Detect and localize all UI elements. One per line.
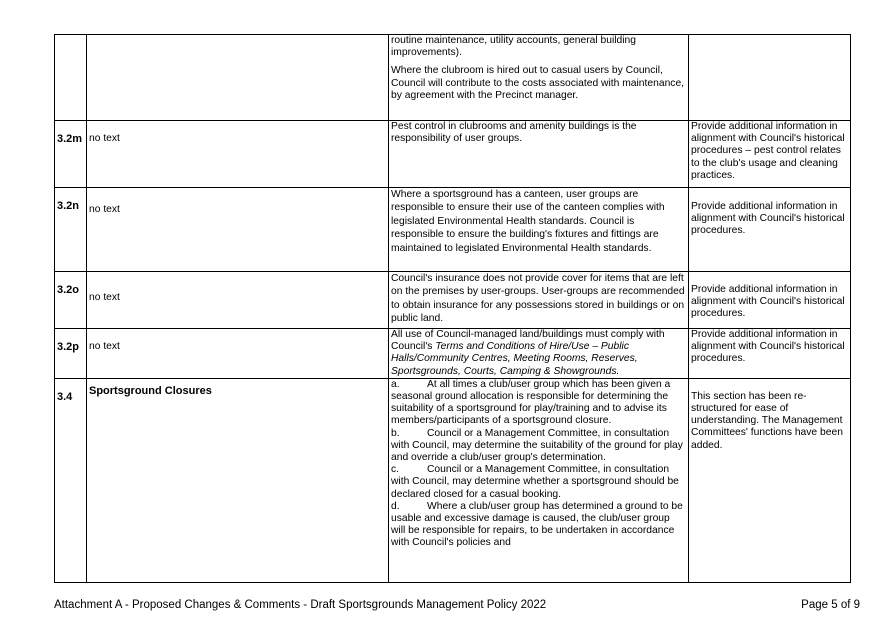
comment-cell — [689, 35, 851, 121]
section-number: 3.4 — [55, 378, 87, 582]
list-item-text: At all times a club/user group which has been given a seasonal ground allocation is responsible for determining the suitability of a sportsground for play/training and to advise its members/participants of a sportsground closure. — [391, 378, 671, 427]
page-number: Page 5 of 9 — [801, 599, 860, 611]
paragraph: routine maintenance, utility accounts, general building improvements). — [391, 35, 636, 59]
policy-changes-table — [54, 34, 851, 583]
proposed-text — [389, 329, 689, 379]
section-number: 3.2n — [55, 188, 87, 272]
section-number: 3.2m — [55, 121, 87, 188]
section-number: 3.2p — [55, 329, 87, 379]
footer-title: Attachment A - Proposed Changes & Comments - Draft Sportsgrounds Management Policy 2022 — [54, 599, 547, 611]
proposed-text: Where a sportsground has a canteen, user groups are responsible to ensure their use of the canteen complies with legislated Environmental Health standards. Council is responsible to ensure the building's fixtures and fittings are maintained to legislated Environmental Health standards. — [389, 188, 689, 272]
list-item-label: b. — [391, 427, 400, 439]
section-number: 3.2o — [55, 272, 87, 329]
original-text: no text — [87, 121, 389, 188]
original-text: no text — [87, 188, 389, 272]
list-item-label: a. — [391, 378, 400, 390]
section-number-cell — [55, 35, 87, 121]
proposed-text: Pest control in clubrooms and amenity buildings is the responsibility of user groups. — [389, 121, 689, 188]
list-item — [391, 428, 686, 465]
proposed-text: Council's insurance does not provide cover for items that are left on the premises by user-groups. User-groups are recommended to obtain insurance for any possessions stored in buildings or on public land. — [389, 272, 689, 329]
original-text: no text — [87, 272, 389, 329]
proposed-text-cell — [389, 378, 689, 582]
list-item — [391, 464, 686, 501]
section-title: Sportsground Closures — [87, 378, 389, 582]
terms-and-conditions-title: Terms and Conditions of Hire/Use – Public Halls/Community Centres, Meeting Rooms, Reserves, Sportsgrounds, Courts, Camping & Showgrounds. — [391, 341, 638, 377]
comment-text: Provide additional information in alignment with Council's historical procedures. — [689, 188, 851, 272]
page-footer — [54, 599, 860, 611]
paragraph: Where the clubroom is hired out to casual users by Council, Council will contribute to the costs associated with maintenance, by agreement with the Precinct manager. — [391, 65, 685, 101]
table-row — [55, 35, 851, 121]
list-item-text: Where a club/user group has determined a ground to be usable and excessive damage is caused, the club/user group will be responsible for repairs, to be undertaken in accordance with Council's policies and — [391, 500, 683, 549]
table-row — [55, 378, 851, 582]
list-item-label: d. — [391, 500, 400, 512]
proposed-plain-text: All use of Council-managed land/buildings must comply with Council's — [391, 329, 665, 353]
proposed-text-cell — [389, 35, 689, 121]
list-item-text: Council or a Management Committee, in consultation with Council, may determine the suitability of the ground for play and override a club/user group's determination. — [391, 427, 683, 464]
table-row — [55, 121, 851, 188]
comment-text: Provide additional information in alignment with Council's historical procedures. — [689, 272, 851, 329]
table-row — [55, 329, 851, 379]
comment-text: This section has been re-structured for ease of understanding. The Management Committees' functions have been added. — [689, 378, 851, 582]
list-item — [391, 379, 686, 428]
list-item-label: c. — [391, 464, 400, 476]
original-text: no text — [87, 329, 389, 379]
table-row — [55, 188, 851, 272]
list-item — [391, 501, 686, 550]
original-text-cell — [87, 35, 389, 121]
list-item-text: Council or a Management Committee, in consultation with Council, may determine whether a sportsground should be declared closed for a casual booking. — [391, 464, 679, 500]
comment-text: Provide additional information in alignment with Council's historical procedures – pest control relates to the club's usage and cleaning practices. — [689, 121, 851, 188]
comment-text: Provide additional information in alignment with Council's historical procedures. — [689, 329, 851, 379]
table-row — [55, 272, 851, 329]
